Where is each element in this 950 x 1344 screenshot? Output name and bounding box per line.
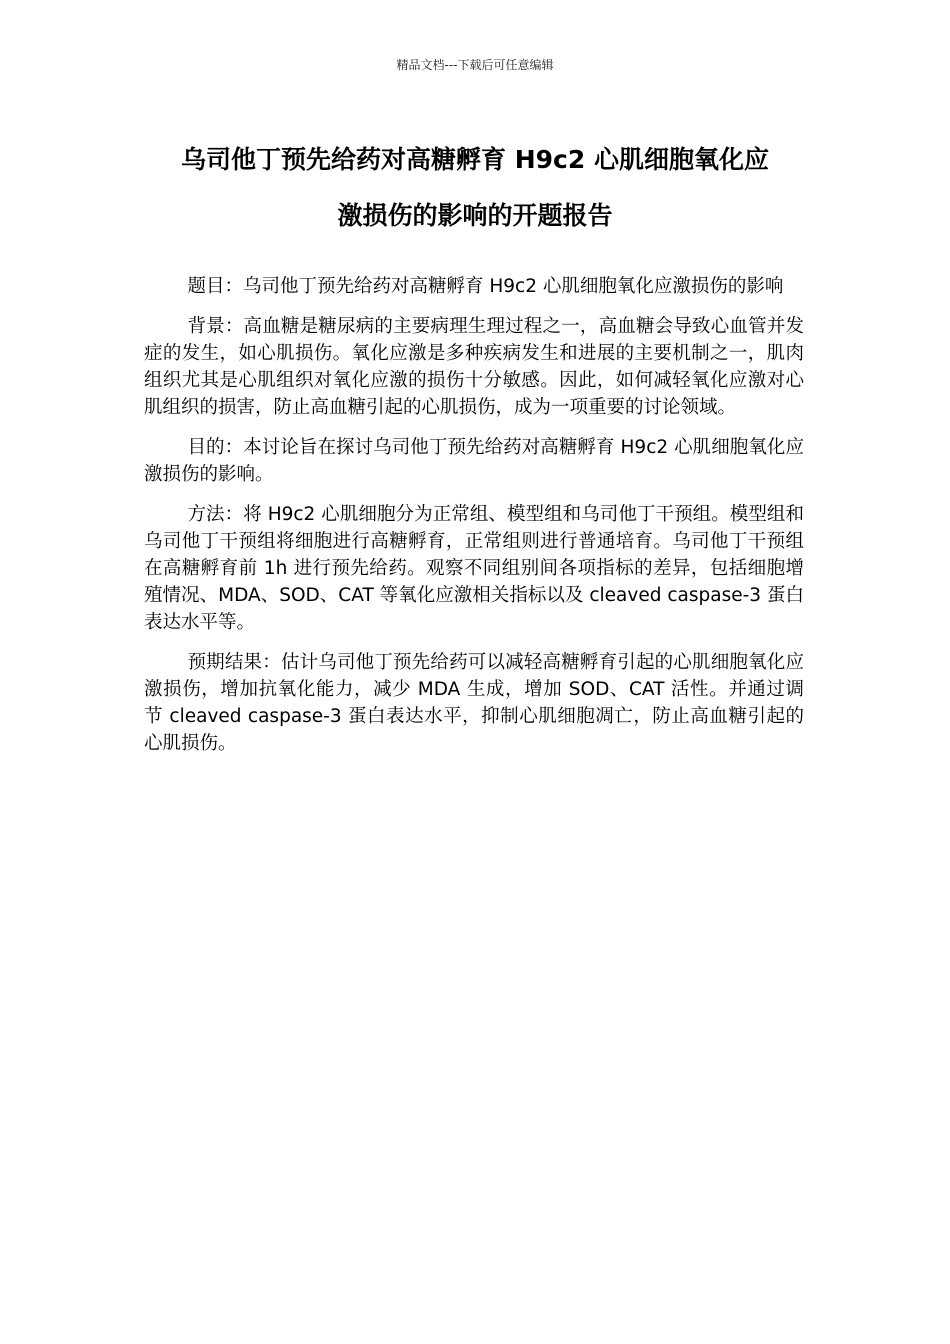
paragraph-label: 预期结果：: [187, 652, 281, 673]
paragraph-text: 将 H9c2 心肌细胞分为正常组、模型组和乌司他丁干预组。模型组和乌司他丁干预组将细胞进行高糖孵育，正常组则进行普通培育。乌司他丁干预组在高糖孵育前 1h 进行预先给药。观察不同组别间各项指标的差异，包括细胞增殖情况、MDA、SOD、CAT 等氧化应激相关指标以及 cleaved caspase-3 蛋白表达水平等。: [144, 504, 804, 633]
paragraph-label: 背景：: [187, 316, 244, 337]
paragraph-text: 乌司他丁预先给药对高糖孵育 H9c2 心肌细胞氧化应激损伤的影响: [242, 276, 784, 297]
document-body: [144, 273, 804, 770]
paragraph-label: 目的：: [187, 437, 244, 458]
document-title: [140, 132, 810, 244]
paragraph-label: 方法：: [187, 504, 244, 525]
paragraph-text: 估计乌司他丁预先给药可以减轻高糖孵育引起的心肌细胞氧化应激损伤，增加抗氧化能力，减少 MDA 生成，增加 SOD、CAT 活性。并通过调节 cleaved caspase-3 蛋白表达水平，抑制心肌细胞凋亡，防止高血糖引起的心肌损伤。: [144, 652, 804, 754]
paragraph-label: 题目：: [187, 276, 243, 297]
paragraph-expected-results: [144, 649, 804, 757]
paragraph-background: [144, 313, 804, 421]
title-line-1: 乌司他丁预先给药对高糖孵育 H9c2 心肌细胞氧化应: [181, 145, 769, 174]
paragraph-text: 本讨论旨在探讨乌司他丁预先给药对高糖孵育 H9c2 心肌细胞氧化应激损伤的影响。: [144, 437, 804, 485]
title-line-2: 激损伤的影响的开题报告: [337, 201, 613, 230]
paragraph-text: 高血糖是糖尿病的主要病理生理过程之一，高血糖会导致心血管并发症的发生，如心肌损伤。氧化应激是多种疾病发生和进展的主要机制之一，肌肉组织尤其是心肌组织对氧化应激的损伤十分敏感。因此，如何减轻氧化应激对心肌组织的损害，防止高血糖引起的心肌损伤，成为一项重要的讨论领域。: [144, 316, 804, 418]
paragraph-methods: [144, 501, 804, 636]
header-note: 精品文档---下载后可任意编辑: [396, 58, 554, 72]
paragraph-objective: [144, 434, 804, 488]
paragraph-topic: [144, 273, 804, 300]
